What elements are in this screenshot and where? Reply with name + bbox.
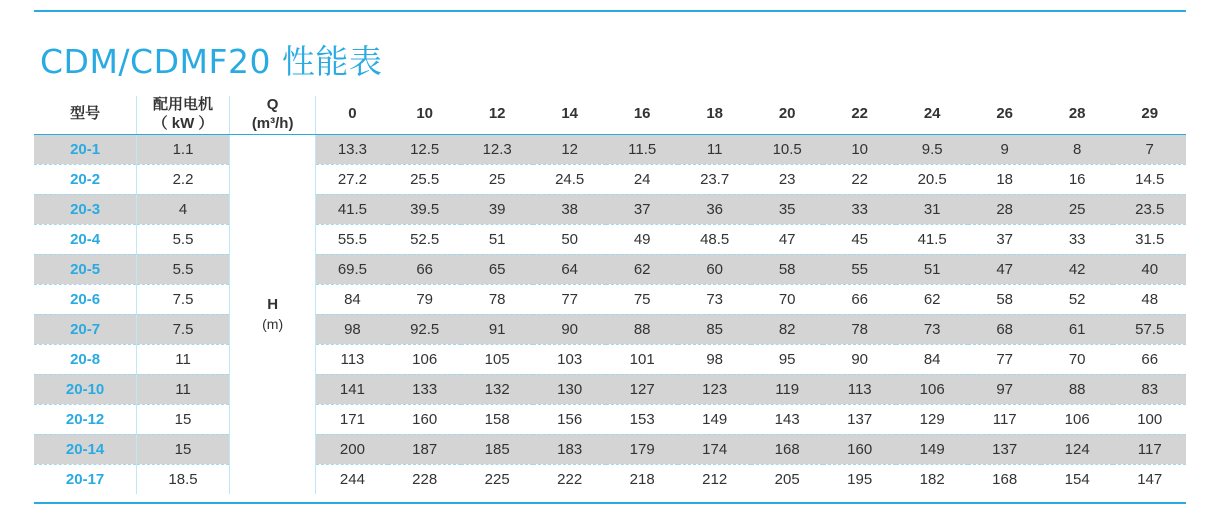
cell-head-value: 41.5: [316, 194, 389, 224]
cell-head-value: 9: [968, 134, 1041, 164]
cell-head-unit: [229, 134, 316, 494]
table-row: [34, 464, 1186, 494]
header-flow-24: 24: [896, 96, 969, 134]
header-flow-28: 28: [1041, 96, 1114, 134]
cell-head-value: 9.5: [896, 134, 969, 164]
cell-motor-power: 1.1: [137, 134, 230, 164]
cell-head-value: 45: [823, 224, 896, 254]
cell-head-value: 31.5: [1113, 224, 1186, 254]
cell-head-value: 106: [896, 374, 969, 404]
cell-head-value: 42: [1041, 254, 1114, 284]
cell-head-value: 47: [968, 254, 1041, 284]
cell-head-value: 27.2: [316, 164, 389, 194]
cell-head-value: 11: [678, 134, 751, 164]
cell-head-value: 10: [823, 134, 896, 164]
cell-head-value: 179: [606, 434, 679, 464]
cell-head-value: 91: [461, 314, 534, 344]
cell-head-value: 55.5: [316, 224, 389, 254]
cell-head-value: 10.5: [751, 134, 824, 164]
cell-motor-power: 5.5: [137, 224, 230, 254]
cell-model: 20-14: [34, 434, 137, 464]
table-row: [34, 434, 1186, 464]
cell-head-value: 171: [316, 404, 389, 434]
cell-head-value: 38: [533, 194, 606, 224]
cell-head-value: 49: [606, 224, 679, 254]
cell-head-value: 82: [751, 314, 824, 344]
cell-head-value: 147: [1137, 470, 1163, 488]
cell-head-value: 39: [461, 194, 534, 224]
cell-head-value: 48: [1113, 284, 1186, 314]
cell-head-value: 141: [316, 374, 389, 404]
page-title: CDM/CDMF20 性能表: [40, 42, 383, 81]
header-flow-18: 18: [678, 96, 751, 134]
cell-head-value: 22: [823, 164, 896, 194]
header-motor-power-line1: 配用电机: [153, 96, 214, 113]
cell-head-value: 195: [847, 470, 873, 488]
cell-model: 20-17: [34, 464, 137, 494]
table-row: [34, 224, 1186, 254]
cell-head-value: 119: [751, 374, 824, 404]
bottom-divider: [34, 502, 1186, 504]
header-flow-unit: (m³/h): [251, 114, 294, 132]
cell-head-value: 84: [316, 284, 389, 314]
cell-head-value: 14.5: [1113, 164, 1186, 194]
cell-head-value: 51: [896, 254, 969, 284]
table-row: [34, 284, 1186, 314]
cell-head-value: 228: [412, 470, 438, 488]
cell-head-value: 105: [461, 344, 534, 374]
performance-table: [34, 96, 1186, 494]
header-flow-29: 29: [1113, 96, 1186, 134]
cell-head-value: 78: [823, 314, 896, 344]
cell-head-value: 18: [968, 164, 1041, 194]
cell-head-value: 168: [751, 434, 824, 464]
table-row: [34, 194, 1186, 224]
cell-head-value: 88: [1041, 374, 1114, 404]
cell-head-value: 153: [606, 404, 679, 434]
cell-head-value: 64: [533, 254, 606, 284]
cell-head-value: 160: [388, 404, 461, 434]
cell-head-value: 33: [823, 194, 896, 224]
cell-head-value: 117: [1113, 434, 1186, 464]
cell-head-value: 137: [968, 434, 1041, 464]
table-row: [34, 314, 1186, 344]
cell-head-value: 12.5: [388, 134, 461, 164]
header-flow-0: 0: [316, 96, 389, 134]
cell-head-value: 52.5: [388, 224, 461, 254]
cell-head-value: 69.5: [316, 254, 389, 284]
cell-head-value: 12: [533, 134, 606, 164]
cell-head-value: 225: [484, 470, 510, 488]
cell-head-value: 183: [533, 434, 606, 464]
cell-head-value: 200: [316, 434, 389, 464]
cell-head-value: 23.7: [678, 164, 751, 194]
cell-head-value: 156: [533, 404, 606, 434]
cell-head-value: 35: [751, 194, 824, 224]
cell-head-value: 24.5: [533, 164, 606, 194]
cell-head-value: 48.5: [678, 224, 751, 254]
cell-head-value: 24: [606, 164, 679, 194]
cell-head-value: 50: [533, 224, 606, 254]
cell-head-value: 62: [606, 254, 679, 284]
table-header: [34, 96, 1186, 134]
cell-head-value: 65: [461, 254, 534, 284]
cell-motor-power: 7.5: [137, 284, 230, 314]
cell-head-value: 58: [751, 254, 824, 284]
cell-head-value: 123: [678, 374, 751, 404]
cell-head-value: 37: [606, 194, 679, 224]
header-flow-22: 22: [823, 96, 896, 134]
header-motor-power: [137, 96, 230, 134]
cell-model: 20-5: [34, 254, 137, 284]
cell-head-value: 20.5: [896, 164, 969, 194]
cell-head-value: 16: [1041, 164, 1114, 194]
cell-head-value: 85: [678, 314, 751, 344]
table-row: [34, 344, 1186, 374]
cell-head-value: 8: [1041, 134, 1114, 164]
cell-model: 20-8: [34, 344, 137, 374]
cell-head-value: 98: [678, 344, 751, 374]
cell-head-value: 25: [461, 164, 534, 194]
cell-head-value: 55: [823, 254, 896, 284]
cell-head-value: 154: [1064, 470, 1090, 488]
cell-motor-power: 2.2: [137, 164, 230, 194]
cell-model: 20-2: [34, 164, 137, 194]
cell-head-value: 182: [919, 470, 945, 488]
header-row: [34, 96, 1186, 134]
table-row: [34, 164, 1186, 194]
header-flow-10: 10: [388, 96, 461, 134]
cell-head-value: 132: [461, 374, 534, 404]
cell-head-value: 66: [1113, 344, 1186, 374]
header-flow-26: 26: [968, 96, 1041, 134]
header-flow-12: 12: [461, 96, 534, 134]
cell-head-value: 58: [968, 284, 1041, 314]
cell-head-value: 95: [751, 344, 824, 374]
cell-head-value: 7: [1113, 134, 1186, 164]
cell-head-value: 205: [774, 470, 800, 488]
table-row: [34, 404, 1186, 434]
table-row: [34, 134, 1186, 164]
cell-model: 20-7: [34, 314, 137, 344]
cell-head-value: 70: [1041, 344, 1114, 374]
cell-head-value: 77: [533, 284, 606, 314]
cell-head-value: 62: [896, 284, 969, 314]
cell-head-value: 88: [606, 314, 679, 344]
cell-head-value: 185: [461, 434, 534, 464]
cell-head-value: 158: [461, 404, 534, 434]
table-body: [34, 134, 1186, 494]
cell-head-value: 25.5: [388, 164, 461, 194]
cell-head-value: 117: [968, 404, 1041, 434]
cell-head-value: 133: [388, 374, 461, 404]
cell-motor-power: 15: [137, 434, 230, 464]
cell-head-value: 101: [606, 344, 679, 374]
cell-head-value: 187: [388, 434, 461, 464]
cell-head-value: 149: [896, 434, 969, 464]
cell-head-value: 149: [678, 404, 751, 434]
cell-head-value: 78: [461, 284, 534, 314]
table-row: [34, 254, 1186, 284]
cell-head-value: 97: [968, 374, 1041, 404]
cell-head-value: 66: [823, 284, 896, 314]
cell-head-value: 212: [702, 470, 728, 488]
cell-head-value: 129: [896, 404, 969, 434]
cell-head-value: 103: [533, 344, 606, 374]
cell-motor-power: 5.5: [137, 254, 230, 284]
cell-motor-power: 11: [137, 344, 230, 374]
cell-head-value: 84: [896, 344, 969, 374]
cell-head-value: 52: [1041, 284, 1114, 314]
cell-head-value: 31: [896, 194, 969, 224]
cell-head-value: 70: [751, 284, 824, 314]
cell-head-value: 106: [388, 344, 461, 374]
cell-head-value: 222: [557, 470, 583, 488]
cell-head-value: 73: [678, 284, 751, 314]
cell-head-value: 39.5: [388, 194, 461, 224]
head-symbol: H: [267, 296, 279, 314]
cell-head-value: 113: [823, 374, 896, 404]
cell-head-value: 68: [968, 314, 1041, 344]
cell-head-value: 33: [1041, 224, 1114, 254]
cell-head-value: 92.5: [388, 314, 461, 344]
cell-head-value: 37: [968, 224, 1041, 254]
cell-head-value: 47: [751, 224, 824, 254]
top-divider: [34, 10, 1186, 12]
cell-head-value: 23: [751, 164, 824, 194]
cell-head-value: 79: [388, 284, 461, 314]
cell-head-value: 130: [533, 374, 606, 404]
cell-head-value: 106: [1041, 404, 1114, 434]
cell-head-value: 83: [1113, 374, 1186, 404]
cell-model: 20-1: [34, 134, 137, 164]
cell-head-value: 57.5: [1113, 314, 1186, 344]
cell-head-value: 61: [1041, 314, 1114, 344]
cell-head-value: 28: [968, 194, 1041, 224]
table-row: [34, 374, 1186, 404]
cell-head-value: 113: [316, 344, 389, 374]
cell-head-value: 60: [678, 254, 751, 284]
cell-head-value: 124: [1041, 434, 1114, 464]
cell-motor-power: 4: [137, 194, 230, 224]
cell-model: 20-3: [34, 194, 137, 224]
header-flow-20: 20: [751, 96, 824, 134]
header-flow-14: 14: [533, 96, 606, 134]
cell-model: 20-10: [34, 374, 137, 404]
cell-head-value: 41.5: [896, 224, 969, 254]
cell-head-value: 218: [629, 470, 655, 488]
header-flow-q: [229, 96, 316, 134]
cell-head-value: 73: [896, 314, 969, 344]
header-motor-power-line2: （ kW ）: [152, 114, 214, 132]
cell-head-value: 66: [388, 254, 461, 284]
header-model: 型号: [34, 96, 137, 134]
cell-head-value: 143: [751, 404, 824, 434]
cell-head-value: 127: [606, 374, 679, 404]
cell-model: 20-6: [34, 284, 137, 314]
cell-motor-power: 11: [137, 374, 230, 404]
cell-head-value: 168: [992, 470, 1018, 488]
cell-head-value: 98: [316, 314, 389, 344]
header-flow-symbol: Q: [266, 96, 279, 113]
cell-head-value: 25: [1041, 194, 1114, 224]
cell-head-value: 12.3: [461, 134, 534, 164]
cell-model: 20-12: [34, 404, 137, 434]
cell-head-value: 77: [968, 344, 1041, 374]
cell-motor-power: 7.5: [137, 314, 230, 344]
cell-head-value: 90: [533, 314, 606, 344]
cell-head-value: 13.3: [316, 134, 389, 164]
cell-head-value: 160: [823, 434, 896, 464]
cell-motor-power: 15: [137, 404, 230, 434]
cell-head-value: 100: [1113, 404, 1186, 434]
header-flow-16: 16: [606, 96, 679, 134]
cell-head-value: 36: [678, 194, 751, 224]
cell-head-value: 90: [823, 344, 896, 374]
cell-head-value: 51: [461, 224, 534, 254]
cell-head-value: 40: [1113, 254, 1186, 284]
cell-model: 20-4: [34, 224, 137, 254]
cell-head-value: 75: [606, 284, 679, 314]
cell-head-value: 137: [823, 404, 896, 434]
cell-head-value: 11.5: [606, 134, 679, 164]
cell-head-value: 244: [339, 470, 365, 488]
head-unit: (m): [262, 315, 284, 332]
cell-head-value: 174: [678, 434, 751, 464]
cell-motor-power: 18.5: [137, 464, 230, 494]
cell-head-value: 23.5: [1113, 194, 1186, 224]
